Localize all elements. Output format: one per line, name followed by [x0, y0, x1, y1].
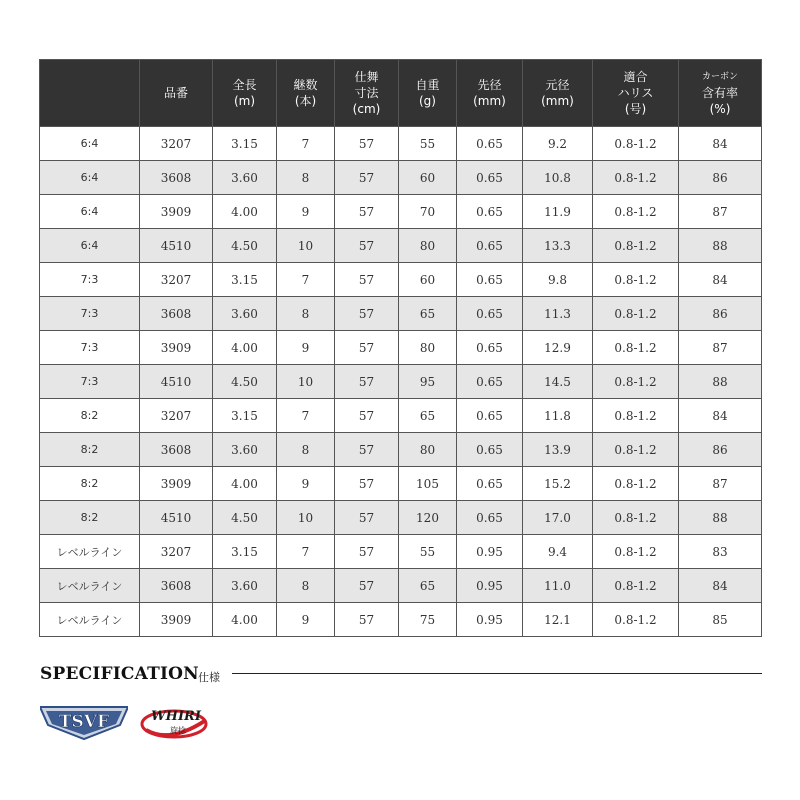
cell-tip-diameter: 0.65 [457, 433, 523, 467]
header-line: ハリス [617, 86, 654, 100]
cell-sections: 7 [277, 399, 335, 433]
cell-tippet-size: 0.8-1.2 [593, 501, 679, 535]
header-line: 元径 [545, 78, 570, 92]
cell-butt-diameter: 13.9 [523, 433, 593, 467]
table-row [40, 399, 762, 433]
header-line: 自重 [415, 78, 440, 92]
cell-weight: 55 [399, 535, 457, 569]
table-row [40, 229, 762, 263]
cell-carbon-content: 84 [679, 569, 762, 603]
table-header-row [40, 60, 762, 127]
cell-tippet-size: 0.8-1.2 [593, 127, 679, 161]
cell-weight: 80 [399, 433, 457, 467]
cell-tip-diameter: 0.95 [457, 569, 523, 603]
header-line: (m) [233, 94, 256, 108]
cell-weight: 105 [399, 467, 457, 501]
cell-butt-diameter: 11.9 [523, 195, 593, 229]
table-row [40, 603, 762, 637]
cell-tippet-size: 0.8-1.2 [593, 195, 679, 229]
cell-closed-length: 57 [335, 569, 399, 603]
cell-tippet-size: 0.8-1.2 [593, 297, 679, 331]
cell-length: 4.50 [213, 229, 277, 263]
cell-tip-diameter: 0.65 [457, 297, 523, 331]
cell-sections: 8 [277, 297, 335, 331]
cell-tip-diameter: 0.65 [457, 229, 523, 263]
whiri-logo-text: WHIRI [151, 709, 201, 724]
tsvf-logo [40, 703, 128, 741]
cell-tip-diameter: 0.65 [457, 263, 523, 297]
cell-part-number: 3909 [140, 467, 213, 501]
cell-part-number: 3909 [140, 331, 213, 365]
cell-length: 4.00 [213, 195, 277, 229]
cell-tip-diameter: 0.95 [457, 535, 523, 569]
cell-carbon-content: 88 [679, 229, 762, 263]
cell-closed-length: 57 [335, 195, 399, 229]
cell-tippet-size: 0.8-1.2 [593, 263, 679, 297]
cell-part-number: 3207 [140, 127, 213, 161]
cell-weight: 55 [399, 127, 457, 161]
cell-closed-length: 57 [335, 161, 399, 195]
header-line: (本) [294, 94, 317, 108]
header-line: 全長 [232, 78, 257, 92]
cell-closed-length: 57 [335, 399, 399, 433]
cell-length: 3.15 [213, 399, 277, 433]
cell-closed-length: 57 [335, 603, 399, 637]
cell-variant: 7:3 [40, 297, 140, 331]
cell-carbon-content: 87 [679, 331, 762, 365]
section-divider [232, 673, 762, 674]
cell-length: 3.15 [213, 535, 277, 569]
cell-weight: 70 [399, 195, 457, 229]
cell-length: 3.15 [213, 263, 277, 297]
cell-variant: 7:3 [40, 331, 140, 365]
header-tip-diameter [457, 60, 523, 127]
cell-part-number: 3608 [140, 161, 213, 195]
cell-closed-length: 57 [335, 467, 399, 501]
cell-part-number: 3207 [140, 263, 213, 297]
header-variant [40, 60, 140, 127]
cell-butt-diameter: 13.3 [523, 229, 593, 263]
cell-tip-diameter: 0.65 [457, 195, 523, 229]
cell-carbon-content: 87 [679, 195, 762, 229]
cell-part-number: 3608 [140, 433, 213, 467]
cell-weight: 120 [399, 501, 457, 535]
cell-part-number: 3608 [140, 297, 213, 331]
cell-tippet-size: 0.8-1.2 [593, 603, 679, 637]
cell-length: 4.50 [213, 365, 277, 399]
cell-tippet-size: 0.8-1.2 [593, 365, 679, 399]
cell-part-number: 3909 [140, 195, 213, 229]
cell-sections: 8 [277, 161, 335, 195]
cell-weight: 65 [399, 399, 457, 433]
cell-sections: 10 [277, 365, 335, 399]
section-heading [40, 662, 762, 688]
cell-part-number: 3608 [140, 569, 213, 603]
cell-sections: 9 [277, 331, 335, 365]
cell-butt-diameter: 10.8 [523, 161, 593, 195]
table-row [40, 161, 762, 195]
table-row [40, 467, 762, 501]
cell-variant: レベルライン [40, 603, 140, 637]
header-butt-diameter [523, 60, 593, 127]
cell-length: 3.60 [213, 433, 277, 467]
cell-part-number: 3909 [140, 603, 213, 637]
header-line: 先径 [477, 78, 502, 92]
cell-variant: 8:2 [40, 433, 140, 467]
table-row [40, 195, 762, 229]
cell-tip-diameter: 0.65 [457, 365, 523, 399]
cell-carbon-content: 85 [679, 603, 762, 637]
cell-butt-diameter: 9.4 [523, 535, 593, 569]
cell-part-number: 3207 [140, 535, 213, 569]
header-line: 品番 [163, 86, 188, 100]
header-part-number [140, 60, 213, 127]
cell-tippet-size: 0.8-1.2 [593, 535, 679, 569]
cell-length: 4.00 [213, 331, 277, 365]
cell-tippet-size: 0.8-1.2 [593, 229, 679, 263]
cell-closed-length: 57 [335, 263, 399, 297]
table-body [40, 127, 762, 637]
header-line: (g) [419, 94, 436, 108]
cell-butt-diameter: 17.0 [523, 501, 593, 535]
cell-sections: 10 [277, 501, 335, 535]
section-title: SPECIFICATION [40, 664, 199, 684]
header-weight [399, 60, 457, 127]
cell-sections: 8 [277, 433, 335, 467]
cell-length: 3.60 [213, 569, 277, 603]
cell-sections: 10 [277, 229, 335, 263]
cell-weight: 95 [399, 365, 457, 399]
cell-variant: 8:2 [40, 501, 140, 535]
cell-carbon-content: 86 [679, 297, 762, 331]
cell-butt-diameter: 11.8 [523, 399, 593, 433]
cell-carbon-content: 88 [679, 501, 762, 535]
cell-sections: 7 [277, 263, 335, 297]
cell-variant: 8:2 [40, 467, 140, 501]
table-row [40, 297, 762, 331]
table-row [40, 433, 762, 467]
cell-butt-diameter: 9.8 [523, 263, 593, 297]
cell-butt-diameter: 12.1 [523, 603, 593, 637]
cell-tip-diameter: 0.65 [457, 501, 523, 535]
cell-weight: 60 [399, 161, 457, 195]
cell-closed-length: 57 [335, 501, 399, 535]
cell-sections: 9 [277, 467, 335, 501]
cell-carbon-content: 84 [679, 127, 762, 161]
cell-butt-diameter: 11.0 [523, 569, 593, 603]
cell-variant: 8:2 [40, 399, 140, 433]
cell-carbon-content: 86 [679, 433, 762, 467]
cell-weight: 60 [399, 263, 457, 297]
header-line: 仕舞 [354, 70, 379, 84]
whiri-logo [140, 700, 212, 744]
header-line: (mm) [541, 94, 574, 108]
header-line: 寸法 [354, 86, 379, 100]
cell-variant: 6:4 [40, 229, 140, 263]
cell-closed-length: 57 [335, 229, 399, 263]
cell-part-number: 4510 [140, 229, 213, 263]
cell-butt-diameter: 14.5 [523, 365, 593, 399]
cell-length: 3.60 [213, 297, 277, 331]
cell-weight: 65 [399, 569, 457, 603]
cell-tip-diameter: 0.65 [457, 467, 523, 501]
header-line: (cm) [352, 102, 381, 116]
cell-carbon-content: 86 [679, 161, 762, 195]
cell-length: 4.00 [213, 603, 277, 637]
cell-tippet-size: 0.8-1.2 [593, 569, 679, 603]
header-carbon-content [679, 60, 762, 127]
header-line: (号) [624, 102, 647, 116]
table-row [40, 501, 762, 535]
cell-butt-diameter: 9.2 [523, 127, 593, 161]
table-row [40, 569, 762, 603]
cell-sections: 7 [277, 535, 335, 569]
cell-closed-length: 57 [335, 535, 399, 569]
cell-tip-diameter: 0.65 [457, 127, 523, 161]
cell-tippet-size: 0.8-1.2 [593, 433, 679, 467]
header-line: 継数 [293, 78, 318, 92]
cell-part-number: 3207 [140, 399, 213, 433]
table-row [40, 331, 762, 365]
cell-part-number: 4510 [140, 365, 213, 399]
table-row [40, 127, 762, 161]
header-line: (%) [709, 102, 731, 116]
cell-sections: 9 [277, 603, 335, 637]
header-sections [277, 60, 335, 127]
cell-tippet-size: 0.8-1.2 [593, 467, 679, 501]
cell-weight: 80 [399, 229, 457, 263]
cell-carbon-content: 87 [679, 467, 762, 501]
cell-butt-diameter: 11.3 [523, 297, 593, 331]
table-row [40, 263, 762, 297]
cell-tip-diameter: 0.65 [457, 331, 523, 365]
cell-carbon-content: 83 [679, 535, 762, 569]
cell-tip-diameter: 0.95 [457, 603, 523, 637]
cell-variant: 7:3 [40, 263, 140, 297]
cell-length: 4.50 [213, 501, 277, 535]
spec-table [39, 59, 762, 637]
cell-butt-diameter: 12.9 [523, 331, 593, 365]
cell-carbon-content: 84 [679, 263, 762, 297]
cell-variant: レベルライン [40, 569, 140, 603]
cell-length: 4.00 [213, 467, 277, 501]
cell-closed-length: 57 [335, 297, 399, 331]
cell-carbon-content: 88 [679, 365, 762, 399]
cell-tippet-size: 0.8-1.2 [593, 331, 679, 365]
section-subtitle: 仕様 [198, 671, 220, 684]
header-line: (mm) [473, 94, 506, 108]
header-line: 適合 [623, 70, 648, 84]
cell-weight: 65 [399, 297, 457, 331]
header-line: 含有率 [701, 86, 738, 100]
cell-variant: 7:3 [40, 365, 140, 399]
whiri-logo-subtext: 旋捻 [170, 726, 186, 735]
cell-sections: 8 [277, 569, 335, 603]
cell-variant: 6:4 [40, 127, 140, 161]
cell-closed-length: 57 [335, 433, 399, 467]
cell-variant: 6:4 [40, 161, 140, 195]
cell-part-number: 4510 [140, 501, 213, 535]
cell-closed-length: 57 [335, 331, 399, 365]
cell-carbon-content: 84 [679, 399, 762, 433]
cell-sections: 7 [277, 127, 335, 161]
table-row [40, 365, 762, 399]
cell-closed-length: 57 [335, 365, 399, 399]
cell-closed-length: 57 [335, 127, 399, 161]
cell-tip-diameter: 0.65 [457, 161, 523, 195]
cell-weight: 75 [399, 603, 457, 637]
table-row [40, 535, 762, 569]
cell-length: 3.60 [213, 161, 277, 195]
cell-variant: レベルライン [40, 535, 140, 569]
tsvf-logo-text: TSVF [58, 712, 110, 732]
header-line: カーボン [701, 72, 738, 82]
cell-variant: 6:4 [40, 195, 140, 229]
header-length [213, 60, 277, 127]
header-tippet-size [593, 60, 679, 127]
cell-sections: 9 [277, 195, 335, 229]
cell-tip-diameter: 0.65 [457, 399, 523, 433]
cell-tippet-size: 0.8-1.2 [593, 161, 679, 195]
cell-length: 3.15 [213, 127, 277, 161]
cell-weight: 80 [399, 331, 457, 365]
cell-butt-diameter: 15.2 [523, 467, 593, 501]
cell-tippet-size: 0.8-1.2 [593, 399, 679, 433]
header-closed-length [335, 60, 399, 127]
